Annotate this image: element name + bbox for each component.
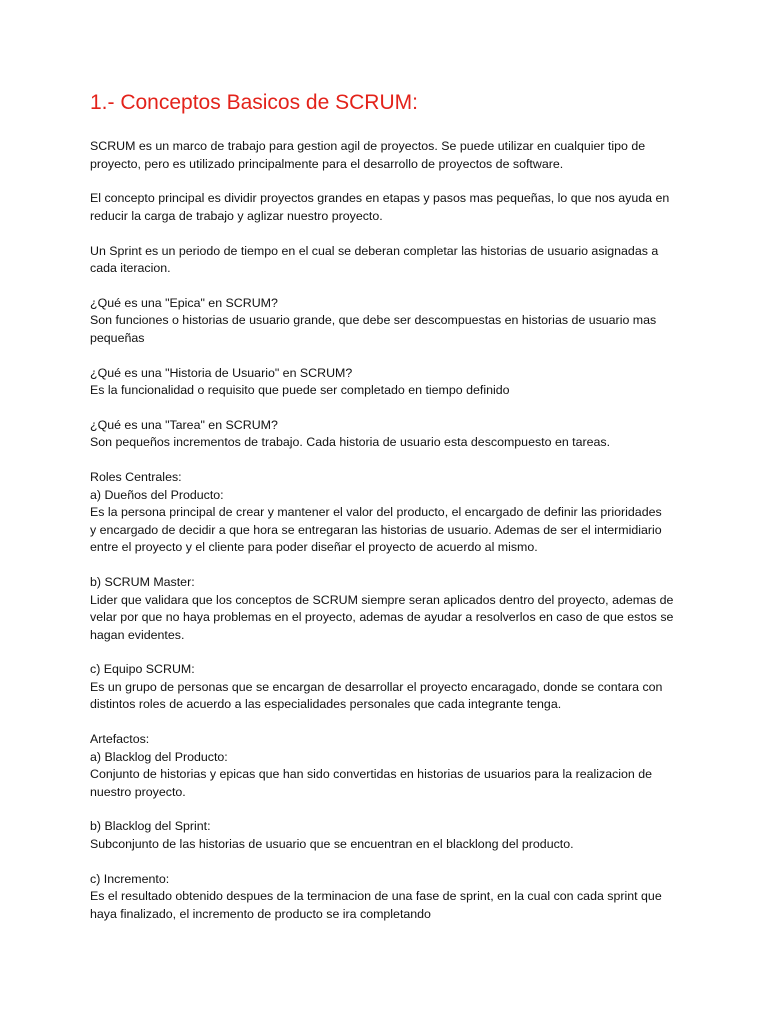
text-line: y encargado de decidir a que hora se entregaran las historias de usuario. Ademas de ser el intermidiario bbox=[90, 522, 662, 537]
text-line: c) Incremento: bbox=[90, 871, 170, 886]
text-line: Es un grupo de personas que se encargan de desarrollar el proyecto encaragado, donde se contara con bbox=[90, 679, 663, 694]
text-line: Es la funcionalidad o requisito que puede ser completado en tiempo definido bbox=[90, 383, 510, 398]
text-line: El concepto principal es dividir proyectos grandes en etapas y pasos mas pequeñas, lo que nos ayuda en bbox=[90, 191, 670, 206]
text-line: Lider que validara que los conceptos de SCRUM siempre seran aplicados dentro del proyecto, ademas de bbox=[90, 592, 674, 607]
paragraph bbox=[90, 818, 676, 853]
paragraph bbox=[90, 871, 676, 924]
paragraph bbox=[90, 731, 676, 801]
text-line: Subconjunto de las historias de usuario que se encuentran en el blacklong del producto. bbox=[90, 836, 574, 851]
text-line: hagan evidentes. bbox=[90, 627, 185, 642]
paragraph bbox=[90, 469, 676, 557]
text-line: a) Dueños del Producto: bbox=[90, 487, 224, 502]
text-line: Es la persona principal de crear y mantener el valor del producto, el encargado de definir las prioridades bbox=[90, 505, 662, 520]
text-line: entre el proyecto y el cliente para poder diseñar el proyecto de acuerdo al mismo. bbox=[90, 540, 538, 555]
paragraph bbox=[90, 138, 676, 173]
text-line: c) Equipo SCRUM: bbox=[90, 662, 195, 677]
text-line: pequeñas bbox=[90, 330, 145, 345]
text-line: Un Sprint es un periodo de tiempo en el cual se deberan completar las historias de usuario asignadas a bbox=[90, 243, 659, 258]
text-line: haya finalizado, el incremento de producto se ira completando bbox=[90, 906, 431, 921]
text-line: a) Blacklog del Producto: bbox=[90, 749, 228, 764]
text-line: distintos roles de acuerdo a las especialidades personales que cada integrante tenga. bbox=[90, 697, 562, 712]
text-line: ¿Qué es una "Tarea" en SCRUM? bbox=[90, 417, 278, 432]
text-line: SCRUM es un marco de trabajo para gestion agil de proyectos. Se puede utilizar en cualquier tipo de bbox=[90, 139, 646, 153]
text-line: velar por que no haya problemas en el proyecto, ademas de ayudar a resolverlos en caso de que estos se bbox=[90, 610, 674, 625]
text-line: Roles Centrales: bbox=[90, 470, 182, 485]
paragraph bbox=[90, 190, 676, 225]
text-line: Conjunto de historias y epicas que han sido convertidas en historias de usuarios para la realizacion de bbox=[90, 767, 653, 782]
paragraph bbox=[90, 295, 676, 348]
text-line: reducir la carga de trabajo y aglizar nuestro proyecto. bbox=[90, 208, 383, 223]
document-page bbox=[90, 90, 676, 941]
text-line: Artefactos: bbox=[90, 732, 150, 747]
text-line: Son pequeños incrementos de trabajo. Cada historia de usuario esta descompuesto en tareas. bbox=[90, 435, 611, 450]
text-line: proyecto, pero es utilizado principalmente para el desarrollo de proyectos de software. bbox=[90, 156, 564, 171]
text-line: Es el resultado obtenido despues de la terminacion de una fase de sprint, en la cual con cada sprint que bbox=[90, 889, 662, 904]
paragraph bbox=[90, 661, 676, 714]
text-line: b) Blacklog del Sprint: bbox=[90, 819, 211, 834]
text-line: b) SCRUM Master: bbox=[90, 575, 195, 590]
paragraph bbox=[90, 243, 676, 278]
paragraph bbox=[90, 417, 676, 452]
text-line: nuestro proyecto. bbox=[90, 784, 186, 799]
document-body bbox=[90, 138, 676, 923]
text-line: ¿Qué es una "Epica" en SCRUM? bbox=[90, 295, 278, 310]
text-line: Son funciones o historias de usuario grande, que debe ser descompuestas en historias de usuario mas bbox=[90, 313, 657, 328]
paragraph bbox=[90, 365, 676, 400]
text-line: cada iteracion. bbox=[90, 261, 171, 276]
document-title: 1.- Conceptos Basicos de SCRUM: bbox=[90, 91, 418, 114]
paragraph bbox=[90, 574, 676, 644]
text-line: ¿Qué es una "Historia de Usuario" en SCRUM? bbox=[90, 365, 353, 380]
